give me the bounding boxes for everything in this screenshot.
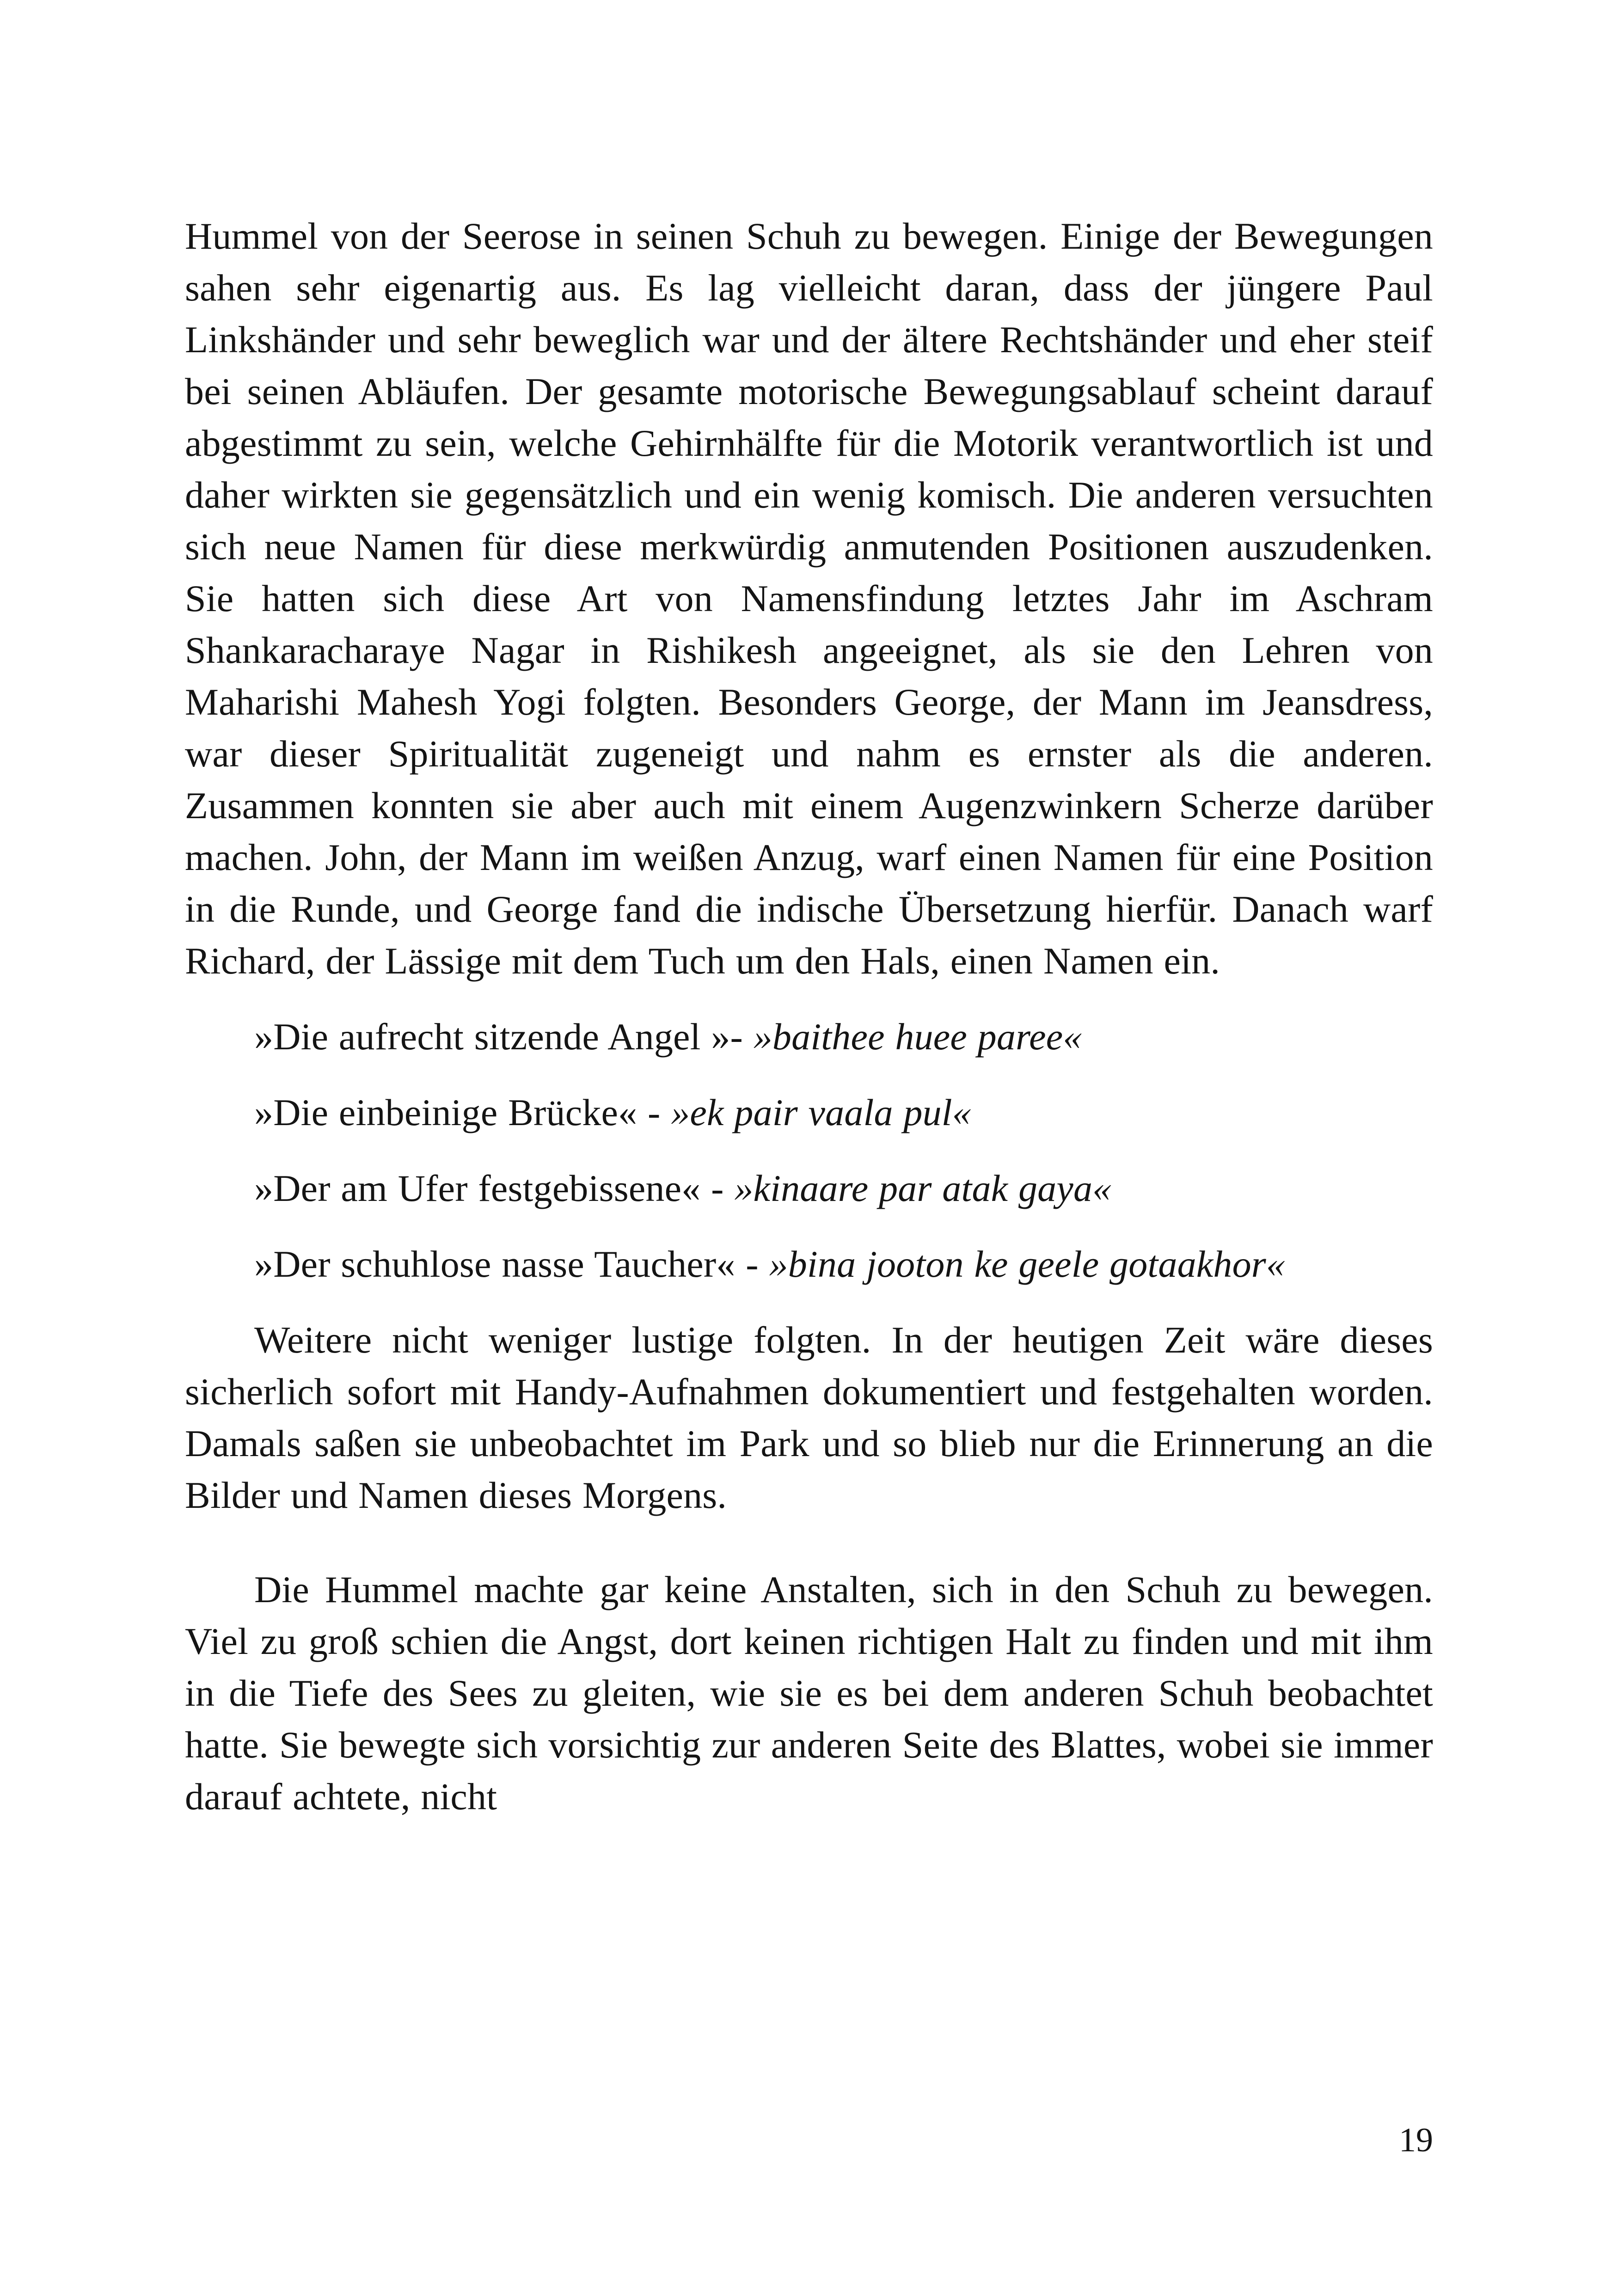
quote-hindi-text: »baithee huee paree« [753,1016,1082,1058]
paragraph-continuation: Hummel von der Seerose in seinen Schuh zu bewegen. Einige der Bewegungen sahen sehr eigenartig aus. Es lag vielleicht daran, dass der jüngere Paul Linkshänder und sehr beweglich war und der ältere Rechtshänder und eher steif bei seinen Abläufen. Der gesamte motorische Bewegungsablauf scheint darauf abgestimmt zu sein, welche Gehirnhälfte für die Motorik verantwortlich ist und daher wirkten sie gegensätzlich und ein wenig komisch. Die anderen versuchten sich neue Namen für diese merkwürdig anmutenden Positionen auszudenken. Sie hatten sich diese Art von Namensfindung letztes Jahr im Aschram Shankaracharaye Nagar in Rishikesh angeeignet, als sie den Lehren von Maharishi Mahesh Yogi folgten. Besonders George, der Mann im Jeansdress, war dieser Spiritualität zugeneigt und nahm es ernster als die anderen. Zusammen konnten sie aber auch mit einem Augenzwinkern Scherze darüber machen. John, der Mann im weißen Anzug, warf einen Namen für eine Position in die Runde, und George fand die indische Übersetzung hierfür. Danach warf Richard, der Lässige mit dem Tuch um den Hals, einen Namen ein. [185,215,1433,982]
paragraph: Weitere nicht weniger lustige folgten. In der heutigen Zeit wäre dieses sicherlich sofort mit Handy-Aufnahmen dokumentiert und festgehalten worden. Damals saßen sie unbeobachtet im Park und so blieb nur die Erinnerung an die Bilder und Namen dieses Morgens. [185,1319,1433,1516]
quote-line [185,1238,1433,1290]
quote-german-text: »Der am Ufer festgebissene« - [254,1167,735,1209]
quote-german-text: »Die einbeinige Brücke« - [254,1091,671,1133]
page-number: 19 [1399,2121,1433,2159]
page-text [185,210,1433,1823]
quote-line [185,1087,1433,1139]
quote-line [185,1011,1433,1063]
page-footer [1399,2123,1433,2157]
quote-hindi-text: »bina jooton ke geele gotaakhor« [769,1243,1286,1285]
quote-hindi-text: »ek pair vaala pul« [671,1091,971,1133]
quote-german-text: »Der schuhlose nasse Taucher« - [254,1243,769,1285]
quote-german-text: »Die aufrecht sitzende Angel »- [254,1016,754,1058]
quote-hindi-text: »kinaare par atak gaya« [734,1167,1112,1209]
quote-line [185,1163,1433,1214]
paragraph: Die Hummel machte gar keine Anstalten, sich in den Schuh zu bewegen. Viel zu groß schien die Angst, dort keinen richtigen Halt zu finden und mit ihm in die Tiefe des Sees zu gleiten, wie sie es bei dem anderen Schuh beobachtet hatte. Sie bewegte sich vorsichtig zur anderen Seite des Blattes, wobei sie immer darauf achtete, nicht [185,1568,1433,1818]
